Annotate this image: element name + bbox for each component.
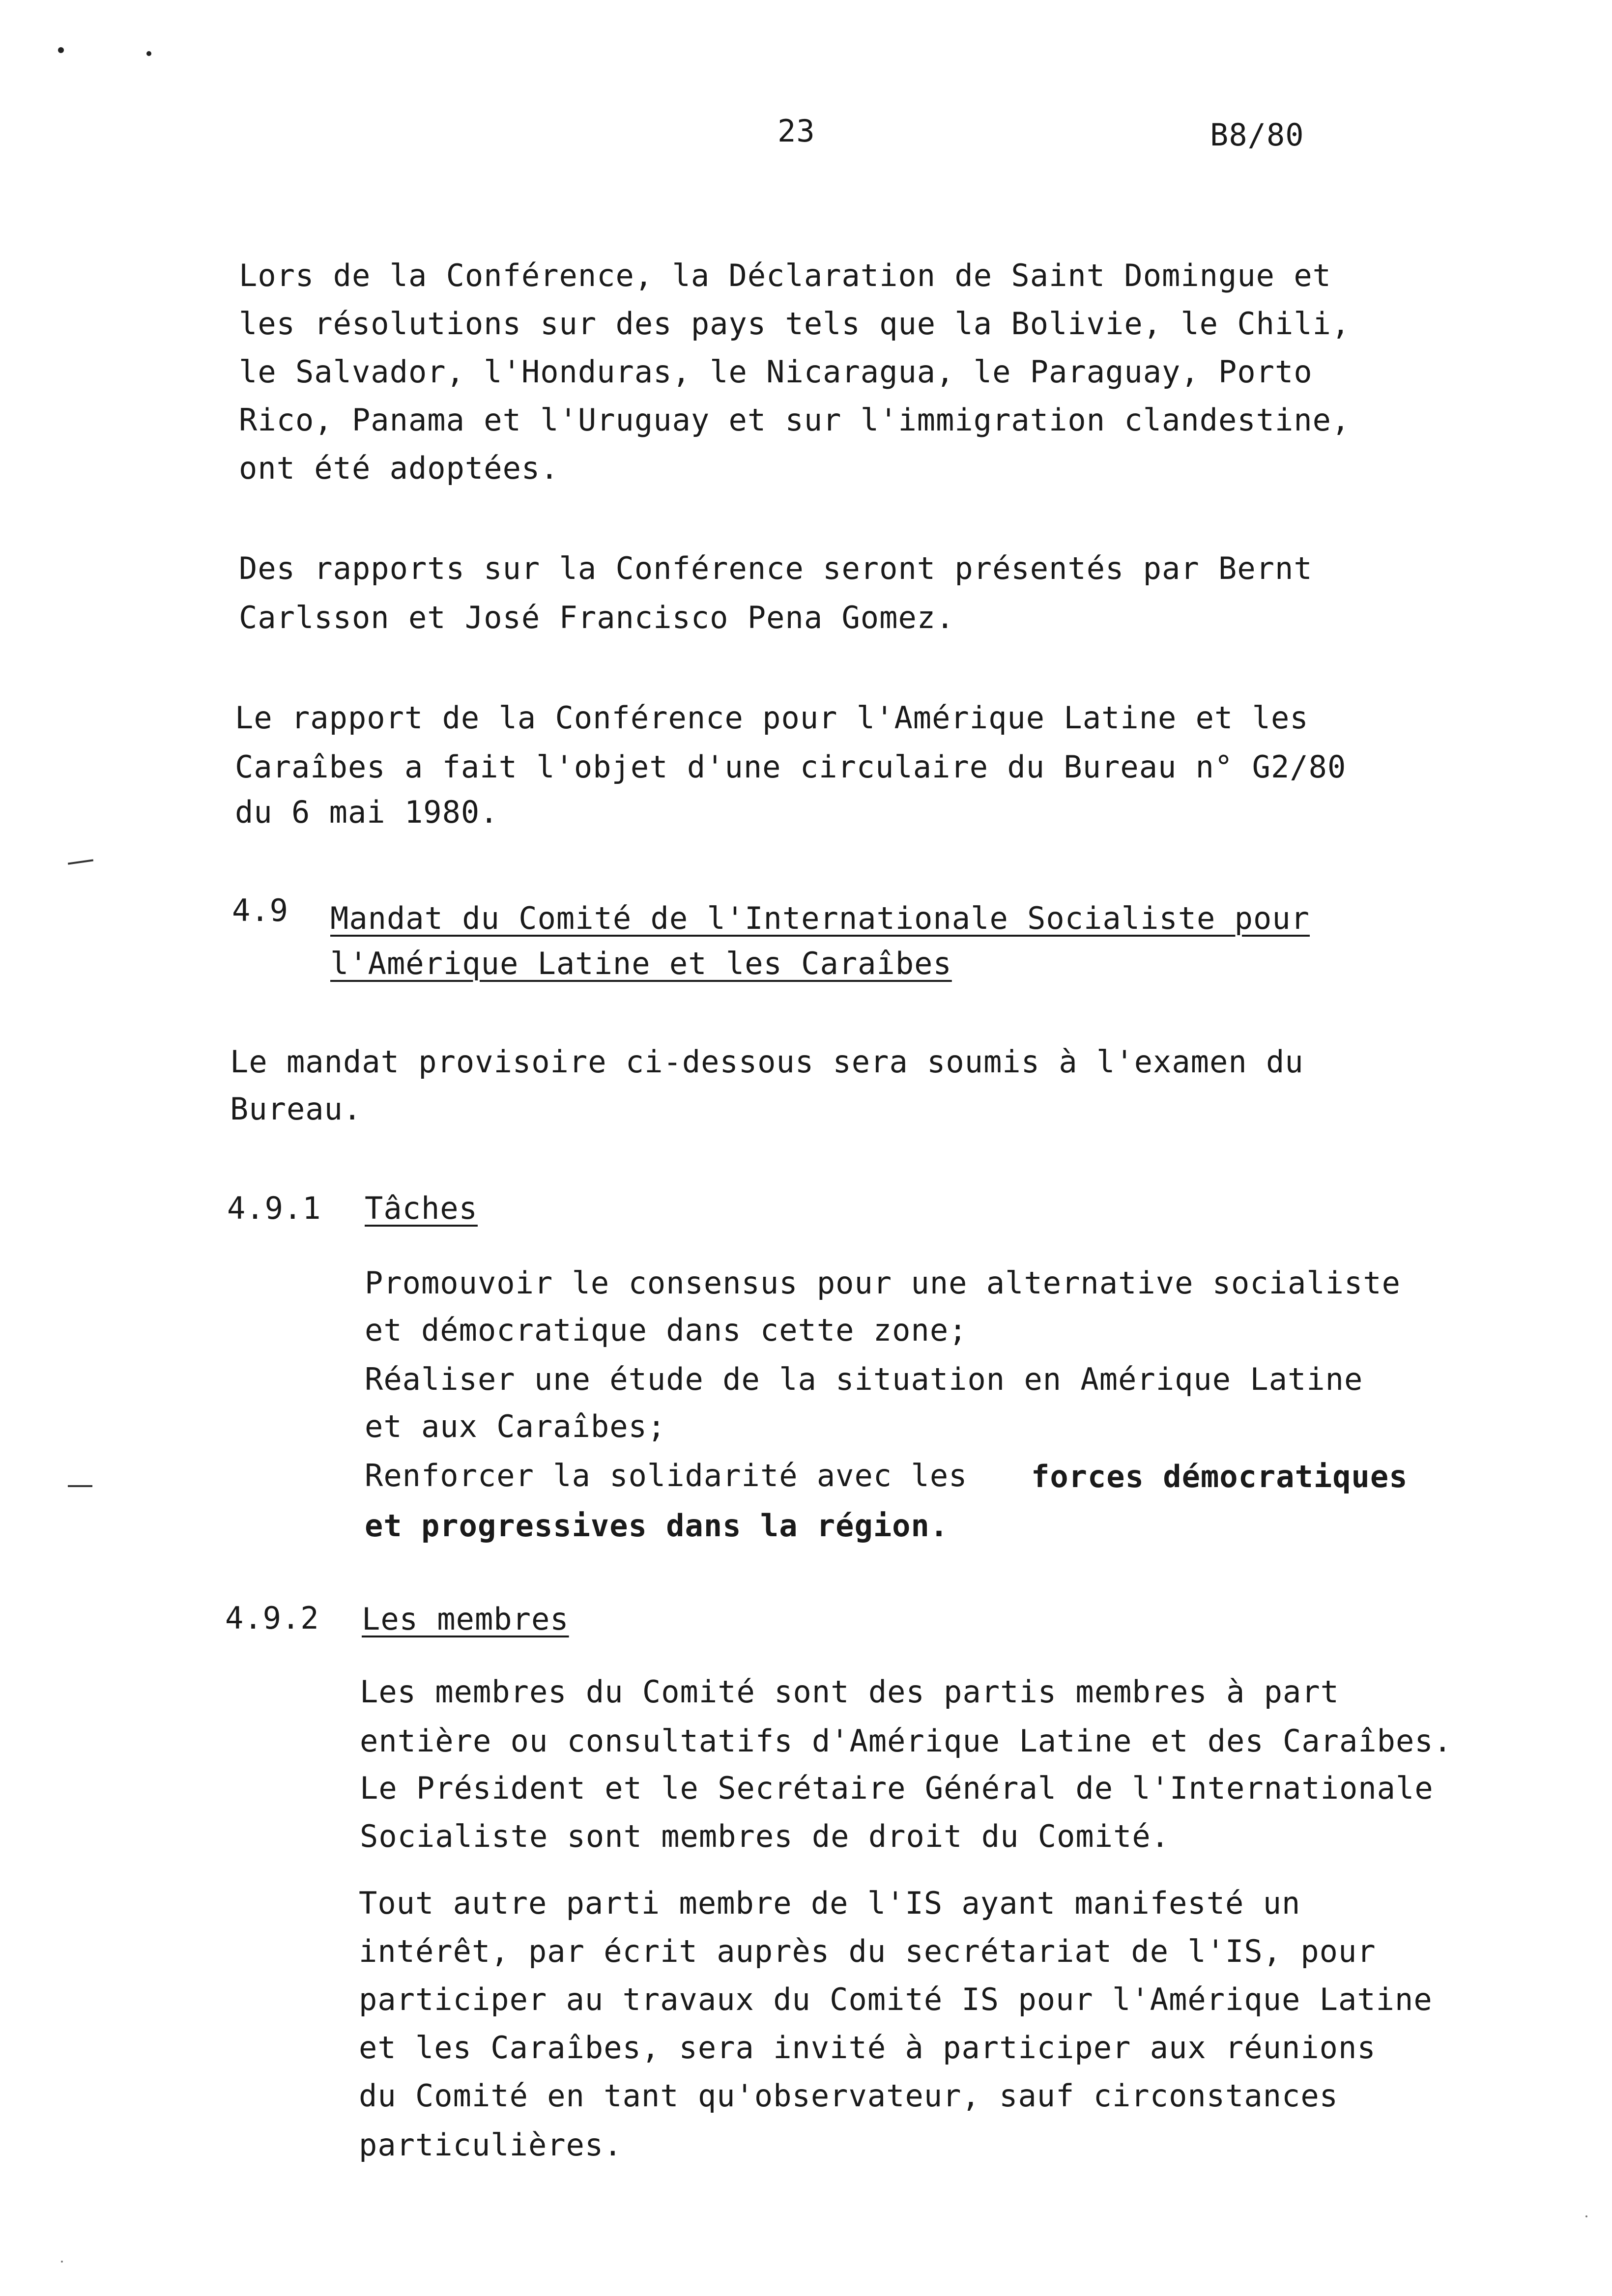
scan-mark-dot	[58, 47, 64, 53]
scan-speck	[61, 2261, 63, 2263]
task-line: Renforcer la solidarité avec les	[365, 1458, 968, 1493]
paragraph-line: particulières.	[359, 2127, 623, 2163]
paragraph-line: Des rapports sur la Conférence seront présentés par Bernt	[239, 550, 1313, 586]
section-title: l'Amérique Latine et les Caraîbes	[330, 946, 952, 981]
paragraph-line: Carlsson et José Francisco Pena Gomez.	[239, 600, 955, 635]
paragraph-line: Le mandat provisoire ci-dessous sera soumis à l'examen du	[230, 1044, 1304, 1080]
paragraph-line: Le rapport de la Conférence pour l'Amérique Latine et les	[235, 700, 1309, 736]
margin-mark	[68, 1485, 92, 1487]
paragraph-line: les résolutions sur des pays tels que la Bolivie, le Chili,	[239, 306, 1351, 342]
paragraph-line: Tout autre parti membre de l'IS ayant manifesté un	[359, 1885, 1301, 1921]
paragraph-line: ont été adoptées.	[239, 450, 559, 486]
paragraph-line: du Comité en tant qu'observateur, sauf circonstances	[359, 2078, 1339, 2114]
paragraph-line: Rico, Panama et l'Uruguay et sur l'immigration clandestine,	[239, 402, 1351, 438]
scan-speck	[1585, 2215, 1587, 2217]
section-number: 4.9.2	[225, 1600, 319, 1636]
paragraph-line: Les membres du Comité sont des partis membres à part	[360, 1674, 1340, 1710]
section-number: 4.9	[232, 892, 288, 928]
paragraph-line: Caraîbes a fait l'objet d'une circulaire du Bureau n° G2/80	[235, 749, 1347, 785]
margin-mark	[68, 859, 93, 864]
scan-mark-dot	[146, 51, 151, 56]
task-line: et démocratique dans cette zone;	[365, 1312, 968, 1348]
paragraph-line: et les Caraîbes, sera invité à participer aux réunions	[359, 2030, 1376, 2066]
section-title: Mandat du Comité de l'Internationale Socialiste pour	[330, 900, 1310, 936]
task-line: et aux Caraîbes;	[365, 1408, 666, 1444]
paragraph-line: Lors de la Conférence, la Déclaration de Saint Domingue et	[239, 258, 1331, 293]
task-line: Réaliser une étude de la situation en Amérique Latine	[365, 1361, 1363, 1397]
page-number: 23	[777, 113, 815, 149]
paragraph-line: intérêt, par écrit auprès du secrétariat de l'IS, pour	[359, 1933, 1376, 1969]
paragraph-line: le Salvador, l'Honduras, le Nicaragua, le Paraguay, Porto	[239, 354, 1313, 390]
paragraph-line: Bureau.	[230, 1091, 362, 1127]
section-title: Les membres	[362, 1601, 569, 1637]
task-line-bold: forces démocratiques	[1031, 1459, 1408, 1494]
paragraph-line: Le Président et le Secrétaire Général de l'Internationale	[360, 1770, 1434, 1806]
paragraph-line: Socialiste sont membres de droit du Comité.	[360, 1818, 1170, 1854]
paragraph-line: entière ou consultatifs d'Amérique Latine et des Caraîbes.	[360, 1723, 1452, 1759]
paragraph-line: du 6 mai 1980.	[235, 794, 499, 830]
task-line: Promouvoir le consensus pour une alternative socialiste	[365, 1265, 1401, 1301]
document-reference: B8/80	[1210, 117, 1304, 153]
section-title: Tâches	[365, 1190, 478, 1226]
task-line-bold: et progressives dans la région.	[365, 1508, 949, 1544]
paragraph-line: participer au travaux du Comité IS pour l'Amérique Latine	[359, 1981, 1433, 2017]
section-number: 4.9.1	[227, 1190, 321, 1226]
